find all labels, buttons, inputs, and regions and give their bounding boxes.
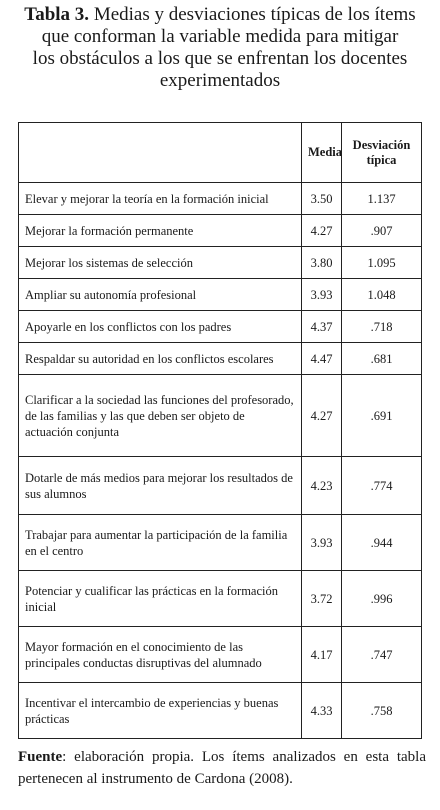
table-row	[19, 343, 422, 375]
desviacion-cell: 1.095	[342, 247, 422, 279]
desviacion-cell: .758	[342, 683, 422, 739]
item-cell: Elevar y mejorar la teoría en la formación inicial	[19, 183, 302, 215]
table-row	[19, 627, 422, 683]
header-media: Media	[302, 123, 342, 183]
media-cell: 4.27	[302, 215, 342, 247]
media-cell: 3.80	[302, 247, 342, 279]
table-caption	[0, 4, 440, 92]
data-table	[18, 122, 422, 739]
desviacion-cell: .747	[342, 627, 422, 683]
desviacion-cell: .718	[342, 311, 422, 343]
desviacion-cell: 1.048	[342, 279, 422, 311]
item-cell: Clarificar a la sociedad las funciones del profesorado, de las familias y las que deben ser objeto de actuación conjunta	[19, 375, 302, 457]
item-cell: Ampliar su autonomía profesional	[19, 279, 302, 311]
item-cell: Trabajar para aumentar la participación de la familia en el centro	[19, 515, 302, 571]
table-row	[19, 279, 422, 311]
item-cell: Dotarle de más medios para mejorar los resultados de sus alumnos	[19, 457, 302, 515]
source-note	[18, 746, 426, 790]
media-cell: 3.72	[302, 571, 342, 627]
caption-text-line-2: que conforman la variable medida para mitigar	[41, 26, 399, 47]
item-cell: Incentivar el intercambio de experiencias y buenas prácticas	[19, 683, 302, 739]
header-desviacion-line-1: Desviación	[352, 137, 411, 152]
desviacion-cell: .691	[342, 375, 422, 457]
media-cell: 4.47	[302, 343, 342, 375]
header-desviacion	[342, 123, 422, 183]
media-cell: 3.50	[302, 183, 342, 215]
table-row	[19, 215, 422, 247]
item-cell: Mayor formación en el conocimiento de las principales conductas disruptivas del alumnado	[19, 627, 302, 683]
media-cell: 4.23	[302, 457, 342, 515]
caption-text-line-4: experimentados	[159, 70, 281, 91]
desviacion-cell: 1.137	[342, 183, 422, 215]
table-row	[19, 247, 422, 279]
caption-text-line-1: Medias y desviaciones típicas de los ítems	[93, 4, 416, 25]
table-row	[19, 375, 422, 457]
table-row	[19, 683, 422, 739]
media-cell: 4.33	[302, 683, 342, 739]
media-cell: 4.37	[302, 311, 342, 343]
header-desviacion-line-2: típica	[366, 152, 397, 167]
table-header-row	[19, 123, 422, 183]
item-cell: Mejorar los sistemas de selección	[19, 247, 302, 279]
media-cell: 3.93	[302, 515, 342, 571]
desviacion-cell: .681	[342, 343, 422, 375]
desviacion-cell: .907	[342, 215, 422, 247]
item-cell: Mejorar la formación permanente	[19, 215, 302, 247]
caption-label: Tabla 3.	[24, 4, 90, 25]
caption-text-line-3: los obstáculos a los que se enfrentan los docentes	[32, 48, 408, 69]
media-cell: 3.93	[302, 279, 342, 311]
item-cell: Apoyarle en los conflictos con los padres	[19, 311, 302, 343]
header-item	[19, 123, 302, 183]
media-cell: 4.17	[302, 627, 342, 683]
desviacion-cell: .944	[342, 515, 422, 571]
source-text: : elaboración propia. Los ítems analizados en esta tabla pertenecen al instrumento de Cardona (2008).	[18, 749, 426, 787]
desviacion-cell: .774	[342, 457, 422, 515]
table-row	[19, 311, 422, 343]
item-cell: Potenciar y cualificar las prácticas en la formación inicial	[19, 571, 302, 627]
desviacion-cell: .996	[342, 571, 422, 627]
table-row	[19, 571, 422, 627]
table-row	[19, 457, 422, 515]
item-cell: Respaldar su autoridad en los conflictos escolares	[19, 343, 302, 375]
table-row	[19, 515, 422, 571]
table-row	[19, 183, 422, 215]
source-label: Fuente	[18, 749, 63, 765]
media-cell: 4.27	[302, 375, 342, 457]
